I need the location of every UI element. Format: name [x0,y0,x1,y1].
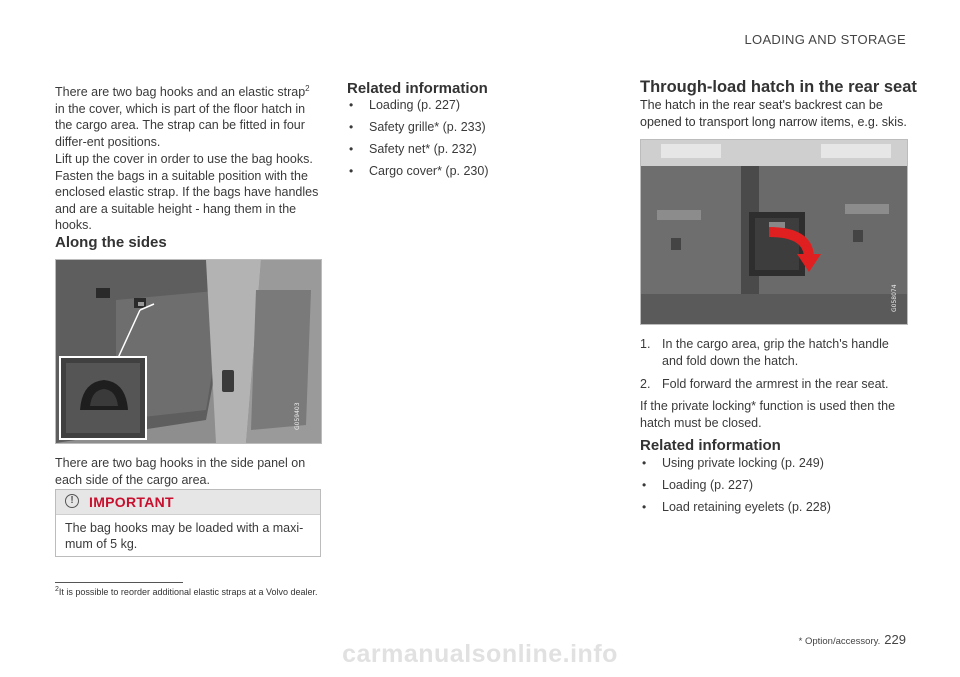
along-the-sides-heading: Along the sides [55,234,167,251]
footnote-ref[interactable]: 2 [305,84,310,93]
related-link[interactable]: • Safety net* (p. 232) [347,141,587,157]
intro-paragraph: There are two bag hooks and an elastic strap$^2$ in the cover, which is part of the floor hatch in the cargo area. The strap can be fitted in four differ-ent positions. [55,84,310,149]
through-load-hatch-title: Through-load hatch in the rear seat [640,78,917,96]
related-link[interactable]: • Cargo cover* (p. 230) [347,163,587,179]
image-code: G059403 [294,402,301,430]
exclamation-icon: ! [65,494,79,508]
related-info-heading: Related information [640,437,781,454]
page-number: 229 [884,632,906,647]
image-code: G058074 [891,284,898,312]
related-link[interactable]: • Loading (p. 227) [347,97,587,113]
important-text: The bag hooks may be loaded with a maxi-mum of 5 kg. [65,521,304,551]
option-accessory-note: * Option/accessory. [798,636,881,647]
section-header: LOADING AND STORAGE [744,32,906,47]
footnote-divider [55,582,183,583]
related-info-list [347,97,587,185]
step-item: 1. In the cargo area, grip the hatch's handle and fold down the hatch. [640,337,889,368]
side-bag-hooks-image [55,259,322,444]
important-title: IMPORTANT [89,494,174,510]
related-info-list [640,455,908,521]
related-info-heading: Related information [347,80,488,97]
side-hooks-caption: There are two bag hooks in the side panel on each side of the cargo area. [55,456,306,487]
related-link[interactable]: • Safety grille* (p. 233) [347,119,587,135]
step-item: 2. Fold forward the armrest in the rear seat. [640,377,889,391]
bag-hooks-paragraph: Lift up the cover in order to use the bag hooks. Fasten the bags in a suitable position with the enclosed elastic strap. If the bags have handles and are a suitable height - hang them in the hooks. [55,152,319,232]
through-load-hatch-image [640,139,908,325]
watermark: carmanualsonline.info [342,640,618,668]
related-link[interactable]: • Load retaining eyelets (p. 228) [640,499,908,515]
related-link[interactable]: • Loading (p. 227) [640,477,908,493]
important-box [55,489,321,557]
private-locking-note: If the private locking* function is used then the hatch must be closed. [640,399,896,430]
hatch-intro: The hatch in the rear seat's backrest can be opened to transport long narrow items, e.g. skis. [640,98,907,129]
hatch-steps [640,336,908,400]
important-header [56,490,320,515]
footnote: $^2$It is possible to reorder additional elastic straps at a Volvo dealer. [55,586,318,597]
related-link[interactable]: • Using private locking (p. 249) [640,455,908,471]
